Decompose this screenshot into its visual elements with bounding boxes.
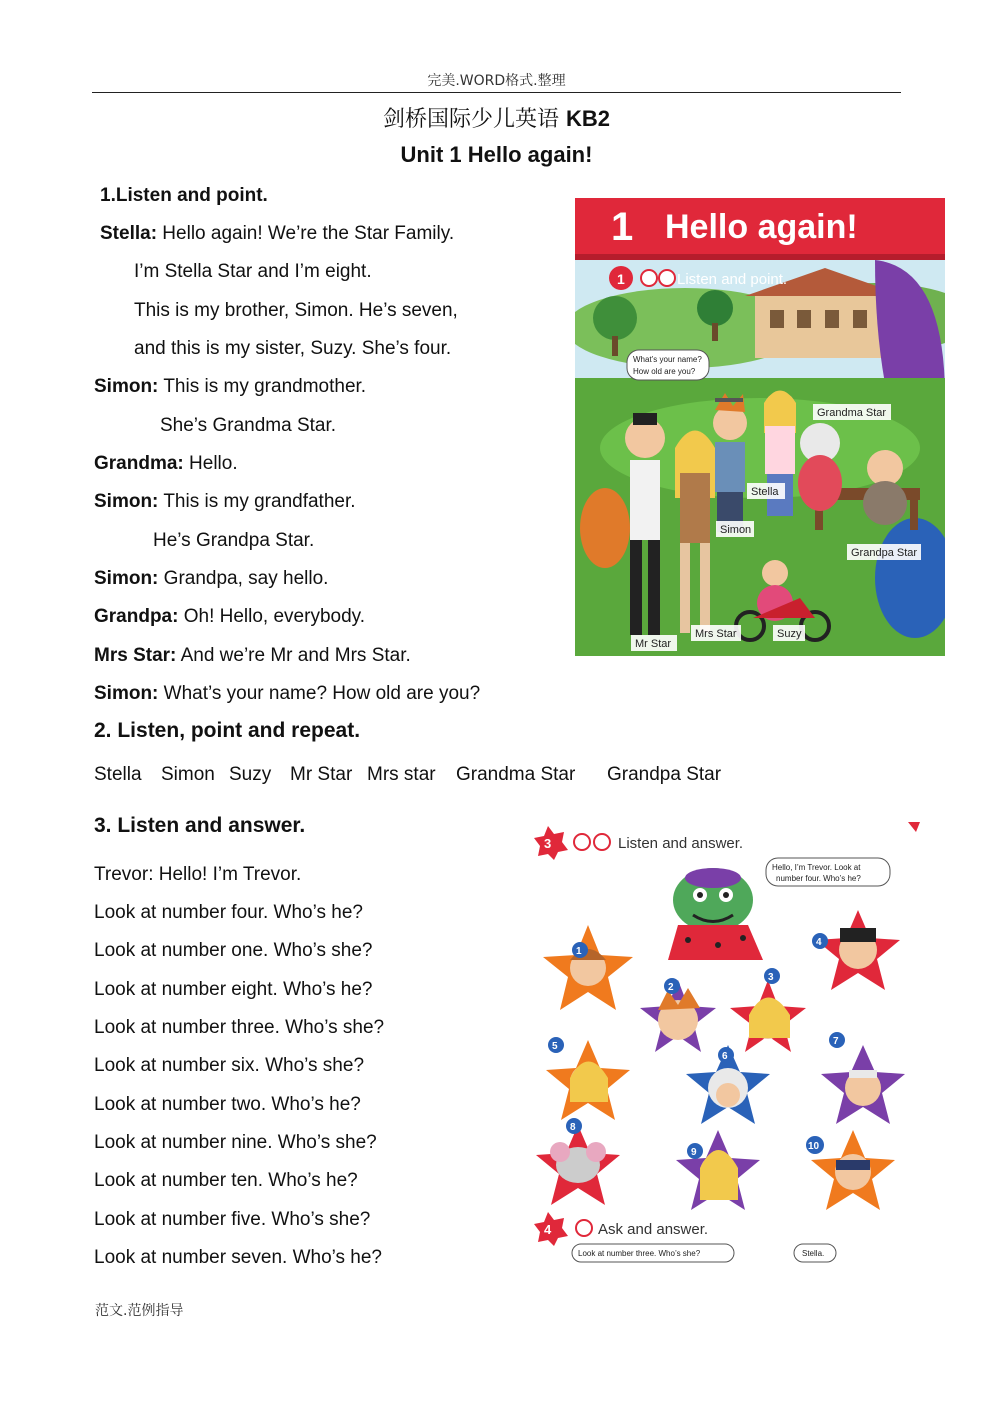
question-line: Look at number one. Who’s she? xyxy=(94,940,373,961)
question-line: Look at number eight. Who’s he? xyxy=(94,979,373,1000)
line-text: She’s Grandma Star. xyxy=(160,415,337,436)
star-number-8: 8 xyxy=(570,1122,576,1133)
dialog-line xyxy=(94,453,238,475)
header-divider xyxy=(92,92,901,93)
book-title-code: KB2 xyxy=(566,106,611,131)
star-number-3: 3 xyxy=(768,972,774,983)
line-text: Oh! Hello, everybody. xyxy=(178,606,366,627)
illustration-svg xyxy=(575,198,945,656)
line-text: This is my grandmother. xyxy=(158,376,367,397)
dialog-line xyxy=(94,606,365,628)
question-line: Look at number two. Who’s he? xyxy=(94,1094,361,1115)
bubble-line1: What’s your name? xyxy=(633,355,702,364)
unit-title: Unit 1 Hello again! xyxy=(400,142,593,167)
name-item: Mr Star xyxy=(290,764,353,785)
label-stella: Stella xyxy=(751,486,779,498)
activity3-number: 3 xyxy=(544,836,552,851)
book-title xyxy=(0,102,993,133)
star-number-1: 1 xyxy=(576,946,582,957)
line-text: I’m Stella Star and I’m eight. xyxy=(134,261,372,282)
line-text: This is my brother, Simon. He’s seven, xyxy=(134,300,458,321)
line-text: Grandpa, say hello. xyxy=(158,568,329,589)
name-item: Suzy xyxy=(229,764,272,785)
dialog-line xyxy=(94,568,328,590)
dialog-line xyxy=(94,683,480,705)
dialog-line xyxy=(134,261,372,283)
activity1-title: Listen and point. xyxy=(677,271,788,288)
dialog-line xyxy=(153,530,314,552)
question-line: Look at number five. Who’s she? xyxy=(94,1209,371,1230)
star-number-6: 6 xyxy=(722,1051,728,1062)
question-line: Look at number seven. Who’s he? xyxy=(94,1247,382,1268)
section3-heading: 3. Listen and answer. xyxy=(94,814,306,837)
dialog-line xyxy=(94,645,411,667)
star-number-10: 10 xyxy=(808,1141,820,1152)
speaker: Simon: xyxy=(94,491,159,512)
label-grandma-star: Grandma Star xyxy=(817,407,887,419)
book-title-cn: 剑桥国际少儿英语 xyxy=(382,107,559,132)
line-text: Hello again! We’re the Star Family. xyxy=(157,223,455,244)
activity4-title: Ask and answer. xyxy=(598,1221,709,1238)
dialog-line xyxy=(160,415,336,437)
activity1-number: 1 xyxy=(617,271,625,287)
question-line: Look at number four. Who’s he? xyxy=(94,902,363,923)
dialog-line xyxy=(134,338,451,360)
question-line: Trevor: Hello! I’m Trevor. xyxy=(94,864,302,885)
ask-bubble: Look at number three. Who’s she? xyxy=(578,1249,701,1258)
speaker: Simon: xyxy=(94,683,159,704)
dialog-line xyxy=(134,300,458,322)
question-line: Look at number six. Who’s she? xyxy=(94,1055,365,1076)
dialog-line xyxy=(100,223,454,245)
question-line: Look at number nine. Who’s she? xyxy=(94,1132,377,1153)
name-item: Mrs star xyxy=(367,764,436,785)
name-item: Grandma Star xyxy=(456,764,576,785)
trevor-bubble-line2: number four. Who’s he? xyxy=(776,874,861,883)
speaker: Mrs Star: xyxy=(94,645,177,666)
label-grandpa-star: Grandpa Star xyxy=(851,547,918,559)
dialog-line xyxy=(94,491,356,513)
speaker: Stella: xyxy=(100,223,158,244)
listen-and-answer-illustration xyxy=(528,820,923,1270)
trevor-bubble-line1: Hello, I’m Trevor. Look at xyxy=(772,863,861,872)
star-number-5: 5 xyxy=(552,1041,558,1052)
line-text: Hello. xyxy=(183,453,238,474)
question-line: Look at number ten. Who’s he? xyxy=(94,1170,358,1191)
dialog-line xyxy=(94,376,366,398)
star-number-7: 7 xyxy=(833,1036,839,1047)
banner-title: Hello again! xyxy=(665,208,858,246)
label-mrs-star: Mrs Star xyxy=(695,628,737,640)
activity3-title: Listen and answer. xyxy=(618,835,744,852)
line-text: What’s your name? How old are you? xyxy=(158,683,481,704)
line-text: and this is my sister, Suzy. She’s four. xyxy=(134,338,452,359)
speaker: Grandma: xyxy=(94,453,184,474)
section2-heading: 2. Listen, point and repeat. xyxy=(94,719,361,742)
line-text: And we’re Mr and Mrs Star. xyxy=(176,645,411,666)
question-line: Look at number three. Who’s she? xyxy=(94,1017,385,1038)
name-item: Simon xyxy=(161,764,215,785)
speaker: Simon: xyxy=(94,376,159,397)
bubble-line2: How old are you? xyxy=(633,367,696,376)
star-number-9: 9 xyxy=(691,1147,697,1158)
answer-bubble: Stella. xyxy=(802,1249,825,1258)
stars-svg xyxy=(528,820,923,1270)
label-simon: Simon xyxy=(720,524,752,536)
star-number-4: 4 xyxy=(816,937,822,948)
activity4-number: 4 xyxy=(544,1222,552,1237)
hello-again-illustration xyxy=(575,198,945,656)
banner-number: 1 xyxy=(611,205,634,249)
page-header: 完美.WORD格式.整理 xyxy=(427,73,566,89)
label-suzy: Suzy xyxy=(777,628,802,640)
star-number-2: 2 xyxy=(668,982,674,993)
page-footer: 范文.范例指导 xyxy=(95,1303,184,1319)
speaker: Simon: xyxy=(94,568,159,589)
speaker: Grandpa: xyxy=(94,606,179,627)
name-item: Grandpa Star xyxy=(607,764,722,785)
line-text: This is my grandfather. xyxy=(158,491,356,512)
name-item: Stella xyxy=(94,764,142,785)
line-text: He’s Grandpa Star. xyxy=(153,530,315,551)
section1-heading: 1.Listen and point. xyxy=(100,185,268,206)
label-mr-star: Mr Star xyxy=(635,638,672,650)
